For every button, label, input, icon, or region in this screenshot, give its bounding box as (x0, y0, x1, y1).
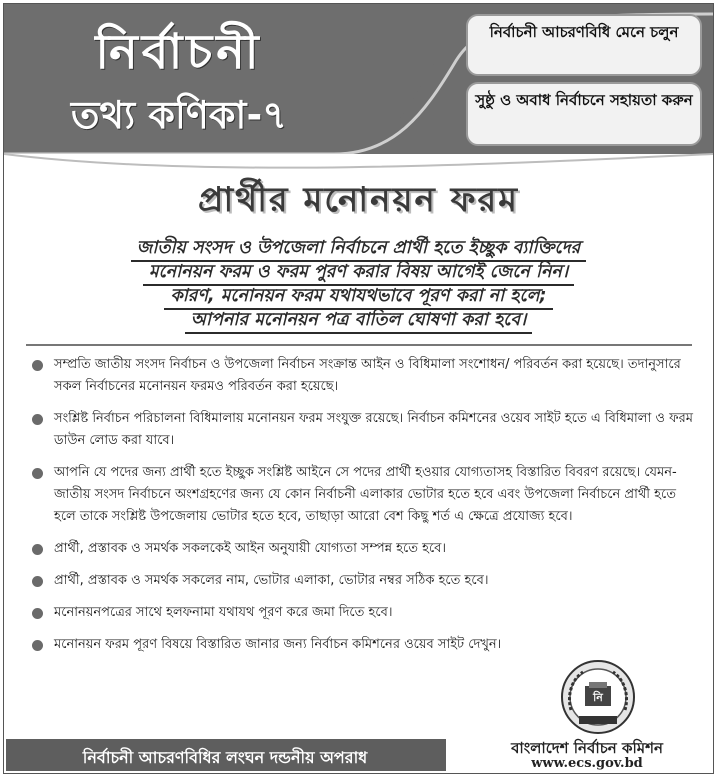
divider (26, 344, 692, 346)
bullet-dot-icon (32, 576, 43, 587)
intro-line: আপনার মনোনয়ন পত্র বাতিল ঘোষণা করা হবে। (4, 308, 713, 332)
footer-warning: নির্বাচনী আচরণবিধির লংঘন দন্ডনীয় অপরাধ (82, 748, 368, 767)
bullet-dot-icon (32, 414, 43, 425)
list-item: সংশ্লিষ্ট নির্বাচন পরিচালনা বিধিমালায় মনোনয়ন ফরম সংযুক্ত রয়েছে। নির্বাচন কমিশনের ওয়েব সাইট হতে এ বিধিমালা ও ফরম ডাউন লোড করা যাবে। (26, 408, 696, 452)
bullet-list (26, 354, 696, 666)
slogan-box-fair-election: সুষ্ঠু ও অবাধ নির্বাচনে সহায়তা করুন (466, 82, 702, 146)
bullet-dot-icon (32, 468, 43, 479)
header-subtitle: তথ্য কণিকা-৭ (71, 93, 287, 137)
intro-text (4, 236, 713, 332)
newspaper-notice (3, 3, 714, 774)
election-commission-emblem-icon (559, 658, 637, 736)
list-item: প্রার্থী, প্রস্তাবক ও সমর্থক সকলের নাম, ভোটার এলাকা, ভোটার নম্বর সঠিক হতে হবে। (26, 570, 696, 592)
list-item: সম্প্রতি জাতীয় সংসদ নির্বাচন ও উপজেলা নির্বাচন সংক্রান্ত আইন ও বিধিমালা সংশোধন/ পরিবর্তন করা হয়েছে। তদানুসারে সকল নির্বাচনের মনোনয়ন ফরমও পরিবর্তন করা হয়েছে। (26, 354, 696, 398)
svg-text:নি: নি (593, 691, 603, 704)
form-title: প্রার্থীর মনোনয়ন ফরম (197, 180, 520, 220)
intro-line: মনোনয়ন ফরম ও ফরম পুরণ করার বিষয় আগেই জেনে নিন। (4, 260, 713, 284)
list-item: আপনি যে পদের জন্য প্রার্থী হতে ইচ্ছুক সংশ্লিষ্ট আইনে সে পদের প্রার্থী হওয়ার যোগ্যতাসহ বিস্তারিত বিবরণ রয়েছে। যেমন- জাতীয় সংসদ নির্বাচনে অংশগ্রহণের জন্য যে কোন নির্বাচনী এলাকার ভোটার হতে হবে এবং উপজেলা নির্বাচনে প্রার্থী হতে হলে তাকে সংশ্লিষ্ট উপজেলায় ভোটার হতে হবে, তাছাড়া আরো বেশ কিছু শর্ত এ ক্ষেত্রে প্রযোজ্য হবে। (26, 462, 696, 528)
intro-line: কারণ, মনোনয়ন ফরম যথাযথভাবে পূরণ করা না হলে; (4, 284, 713, 308)
slogan-box-code-of-conduct: নির্বাচনী আচরণবিধি মেনে চলুন (466, 14, 702, 76)
bullet-dot-icon (32, 360, 43, 371)
bullet-dot-icon (32, 640, 43, 651)
list-item: মনোনয়ন ফরম পূরণ বিষয়ে বিস্তারিত জানার জন্য নির্বাচন কমিশনের ওয়েব সাইট দেখুন। (26, 634, 554, 656)
list-item: প্রার্থী, প্রস্তাবক ও সমর্থক সকলকেই আইন অনুযায়ী যোগ্যতা সম্পন্ন হতে হবে। (26, 538, 696, 560)
bullet-dot-icon (32, 544, 43, 555)
organization-url: www.ecs.gov.bd (531, 756, 643, 771)
organization-name: বাংলাদেশ নির্বাচন কমিশন (511, 739, 663, 757)
bullet-dot-icon (32, 608, 43, 619)
header-title: নির্বাচনী (95, 24, 263, 80)
intro-line: জাতীয় সংসদ ও উপজেলা নির্বাচনে প্রার্থী হতে ইচ্ছুক ব্যাক্তিদের (4, 236, 713, 260)
list-item: মনোনয়নপত্রের সাথে হলফনামা যথাযথ পূরণ করে জমা দিতে হবে। (26, 602, 696, 624)
